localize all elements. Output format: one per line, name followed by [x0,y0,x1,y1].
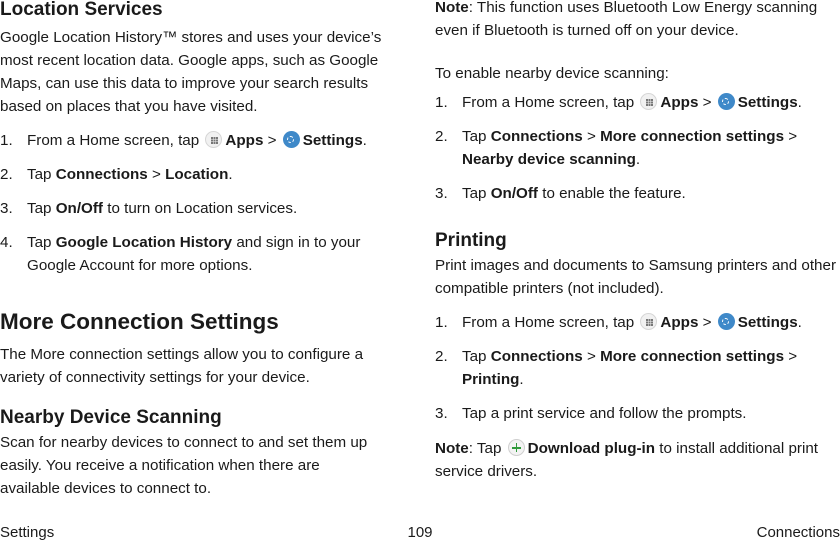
printing-step-3: 3. Tap a print service and follow the prompts. [435,405,747,422]
settings-gear-icon [718,93,735,110]
bluetooth-note: Note: This function uses Bluetooth Low Energy scanning even if Bluetooth is turned off on your device. [435,0,818,39]
nearby-device-scanning-heading: Nearby Device Scanning [0,407,222,428]
nearby-step-3: 3. Tap On/Off to enable the feature. [435,185,686,202]
plus-icon [508,439,525,456]
more-connection-settings-intro: The More connection settings allow you to configure a variety of connectivity settings for your device. [0,346,364,386]
footer-page-number: 109 [407,524,433,541]
apps-grid-icon [640,93,657,110]
printing-step-1: 1. From a Home screen, tap Apps > Settings. [435,314,802,331]
nearby-device-scanning-intro: Scan for nearby devices to connect to and set them up easily. You receive a notification when there are available devices to connect to. [0,434,368,497]
location-step-1: 1. From a Home screen, tap Apps > Settings. [0,132,367,149]
settings-gear-icon [283,131,300,148]
more-connection-settings-heading: More Connection Settings [0,309,279,334]
location-services-intro: Google Location History™ stores and uses your device’s most recent location data. Google apps, such as Google Maps, can use this data to improve your search results based on places that you have visited. [0,29,382,115]
nearby-step-1: 1. From a Home screen, tap Apps > Settings. [435,94,802,111]
printing-heading: Printing [435,230,507,251]
footer-chapter-name: Connections [756,524,840,541]
nearby-step-2: 2. Tap Connections > More connection settings > Nearby device scanning. [435,128,798,168]
enable-scanning-intro: To enable nearby device scanning: [435,65,669,82]
footer-section-name: Settings [0,524,55,541]
location-step-2: 2. Tap Connections > Location. [0,166,233,183]
printing-step-2: 2. Tap Connections > More connection settings > Printing. [435,348,798,388]
location-step-3: 3. Tap On/Off to turn on Location services. [0,200,298,217]
apps-grid-icon [640,313,657,330]
location-services-heading: Location Services [0,0,163,20]
apps-grid-icon [205,131,222,148]
location-step-4: 4. Tap Google Location History and sign in to your Google Account for more options. [0,234,361,274]
settings-gear-icon [718,313,735,330]
printing-intro: Print images and documents to Samsung printers and other compatible printers (not included). [435,257,837,297]
plugin-note: Note: Tap Download plug-in to install additional print service drivers. [435,440,818,480]
